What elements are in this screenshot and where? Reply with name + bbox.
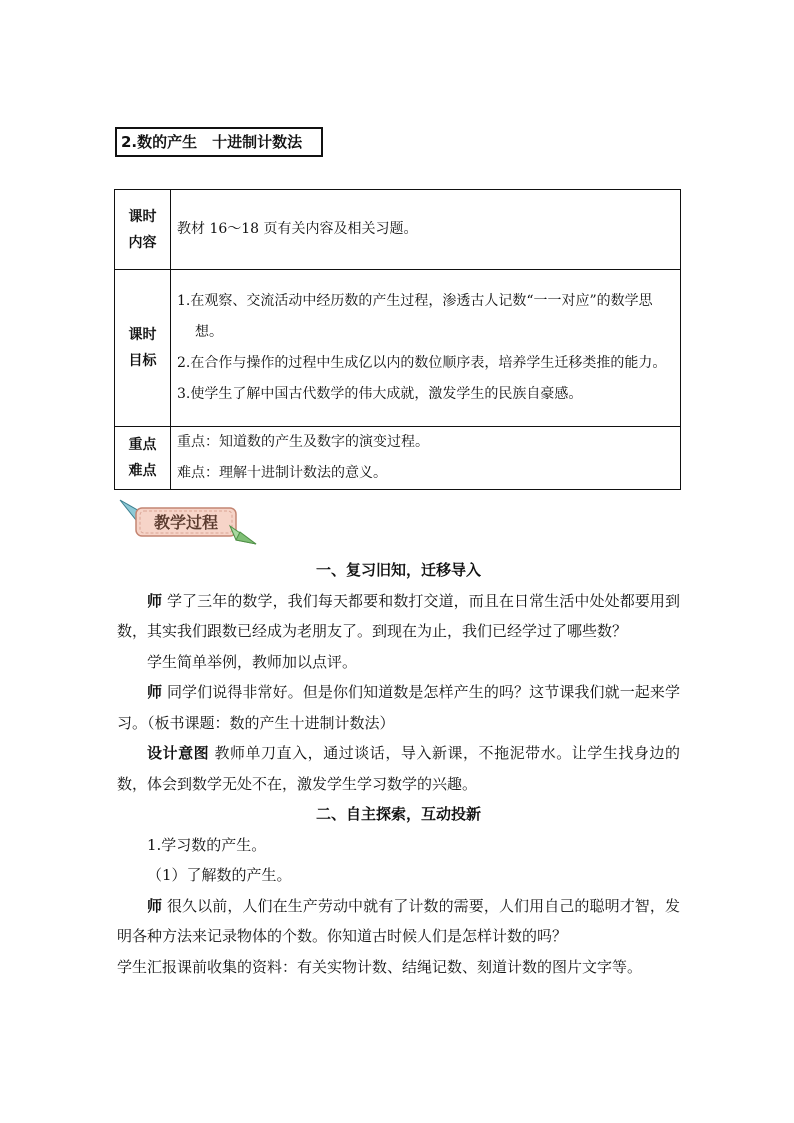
key-points <box>171 427 681 490</box>
teaching-process-badge <box>118 496 258 548</box>
paragraph: 师 同学们说得非常好。但是你们知道数是怎样产生的吗？这节课我们就一起来学习。（板书课题：数的产生十进制计数法） <box>117 683 680 732</box>
design-intent-label: 设计意图 <box>147 744 210 762</box>
paragraph: 1.学习数的产生。 <box>147 835 267 854</box>
key-point: 重点：知道数的产生及数字的演变过程。 <box>177 434 429 450</box>
table-row <box>115 270 681 427</box>
content-label: 课时 内容 <box>115 190 171 270</box>
speaker-label: 师 <box>147 896 163 915</box>
paragraph: 师 很久以前，人们在生产劳动中就有了计数的需要，人们用自己的聪明才智，发明各种方法来记录物体的个数。你知道古时候人们是怎样计数的吗？ <box>117 896 680 945</box>
difficult-point: 难点：理解十进制计数法的意义。 <box>177 465 387 481</box>
lesson-title: 2.数的产生 十进制计数法 <box>115 127 323 157</box>
lesson-info-table <box>114 189 681 490</box>
speaker-label: 师 <box>147 683 163 701</box>
goals-list <box>171 270 681 427</box>
content-text: 教材 16～18 页有关内容及相关习题。 <box>171 190 681 270</box>
goal-item: 3.使学生了解中国古代数学的伟大成就，激发学生的民族自豪感。 <box>177 386 583 402</box>
badge-label: 教学过程 <box>153 513 219 532</box>
speaker-label: 师 <box>147 591 163 610</box>
paragraph: 学生汇报课前收集的资料：有关实物计数、结绳记数、刻道计数的图片文字等。 <box>117 957 643 976</box>
goal-item: 1.在观察、交流活动中经历数的产生过程，渗透古人记数“一一对应”的数学思想。 <box>177 293 653 340</box>
paragraph: （1）了解数的产生。 <box>147 866 292 884</box>
goal-item: 2.在合作与操作的过程中生成亿以内的数位顺序表，培养学生迁移类推的能力。 <box>177 355 667 371</box>
table-row <box>115 190 681 270</box>
table-row <box>115 427 681 490</box>
paragraph: 学生简单举例，教师加以点评。 <box>147 652 358 671</box>
section-heading: 二、自主探索，互动投新 <box>315 805 481 823</box>
section-heading: 一、复习旧知，迁移导入 <box>315 561 481 579</box>
paragraph: 师 学了三年的数学，我们每天都要和数打交道，而且在日常生活中处处都要用到数，其实我们跟数已经成为老朋友了。到现在为止，我们已经学过了哪些数？ <box>117 591 680 640</box>
lesson-body <box>117 555 680 982</box>
paragraph: 设计意图 教师单刀直入，通过谈话，导入新课，不拖泥带水。让学生找身边的数，体会到数学无处不在，激发学生学习数学的兴趣。 <box>117 744 680 793</box>
goals-label: 课时 目标 <box>115 270 171 427</box>
key-points-label: 重点 难点 <box>115 427 171 490</box>
